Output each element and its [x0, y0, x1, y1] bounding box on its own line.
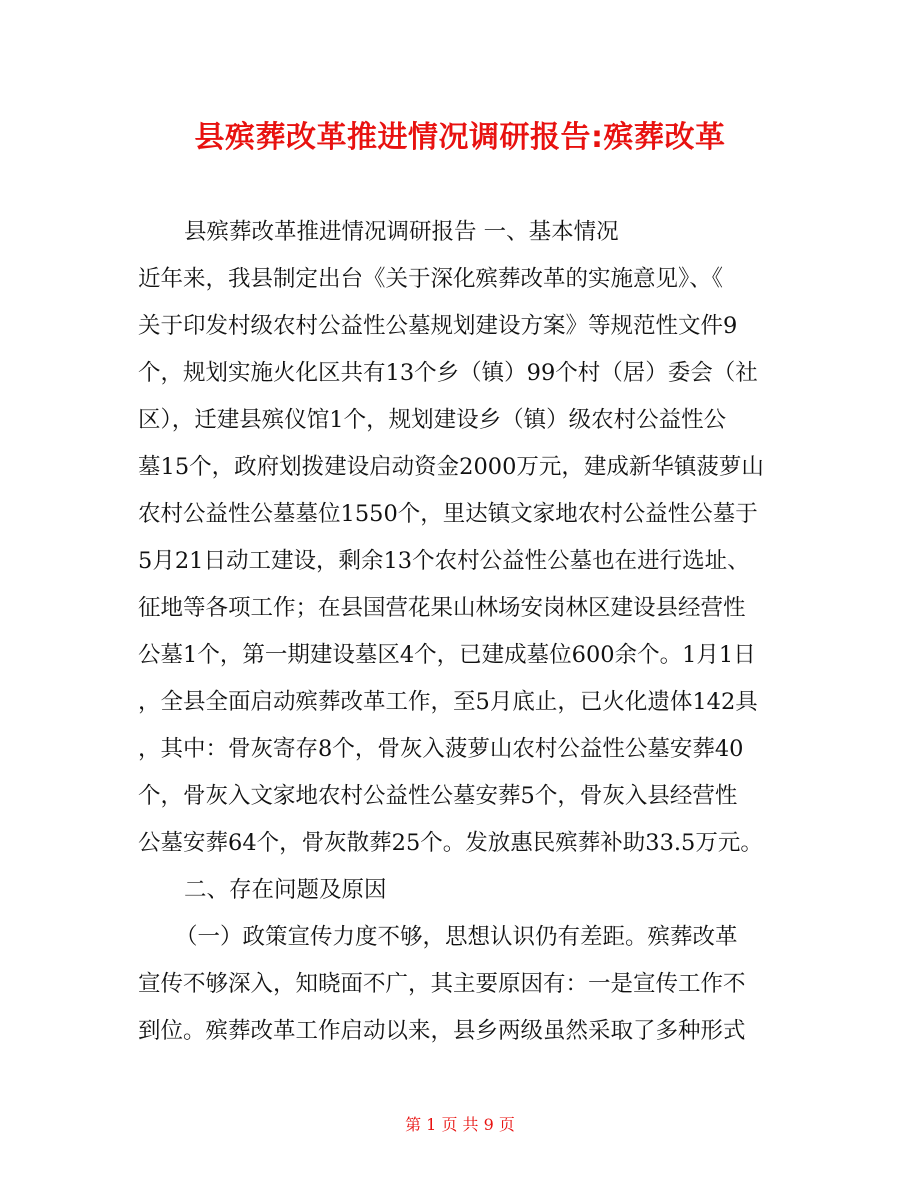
body-line: 公墓1个，第一期建设墓区4个，已建成墓位600余个。1月1日: [138, 642, 756, 668]
body-line: ，其中：骨灰寄存8个，骨灰入菠萝山农村公益性公墓安葬40: [138, 736, 744, 762]
body-line: ，全县全面启动殡葬改革工作，至5月底止，已火化遗体142具: [138, 689, 758, 715]
body-line: 个，规划实施火化区共有13个乡（镇）99个村（居）委会（社: [138, 360, 758, 386]
body-line: 个，骨灰入文家地农村公益性公墓安葬5个，骨灰入县经营性: [138, 783, 738, 809]
body-line: 关于印发村级农村公益性公墓规划建设方案》等规范性文件9: [138, 313, 738, 339]
body-line: 区），迁建县殡仪馆1个，规划建设乡（镇）级农村公益性公: [138, 407, 727, 433]
document-title: 县殡葬改革推进情况调研报告:殡葬改革: [194, 120, 726, 155]
body-line: 到位。殡葬改革工作启动以来，县乡两级虽然采取了多种形式: [138, 1018, 746, 1044]
body-line: 5月21日动工建设，剩余13个农村公益性公墓也在进行选址、: [138, 548, 750, 574]
body-line: 近年来，我县制定出台《关于深化殡葬改革的实施意见》、《: [138, 266, 724, 292]
page-number-footer: 第 1 页 共 9 页: [405, 1115, 515, 1134]
body-line: 公墓安葬64个，骨灰散葬25个。发放惠民殡葬补助33.5万元。: [138, 830, 763, 856]
section-heading: 二、存在问题及原因: [184, 877, 387, 903]
body-line: （一）政策宣传力度不够，思想认识仍有差距。殡葬改革: [175, 924, 738, 950]
body-line: 征地等各项工作；在县国营花果山林场安岗林区建设县经营性: [138, 595, 746, 621]
body-line: 农村公益性公墓墓位1550个，里达镇文家地农村公益性公墓于: [138, 501, 758, 527]
body-line: 墓15个，政府划拨建设启动资金2000万元，建成新华镇菠萝山: [138, 454, 764, 480]
body-line: 县殡葬改革推进情况调研报告 一、基本情况: [184, 219, 619, 245]
body-line: 宣传不够深入，知晓面不广，其主要原因有：一是宣传工作不: [138, 971, 746, 997]
